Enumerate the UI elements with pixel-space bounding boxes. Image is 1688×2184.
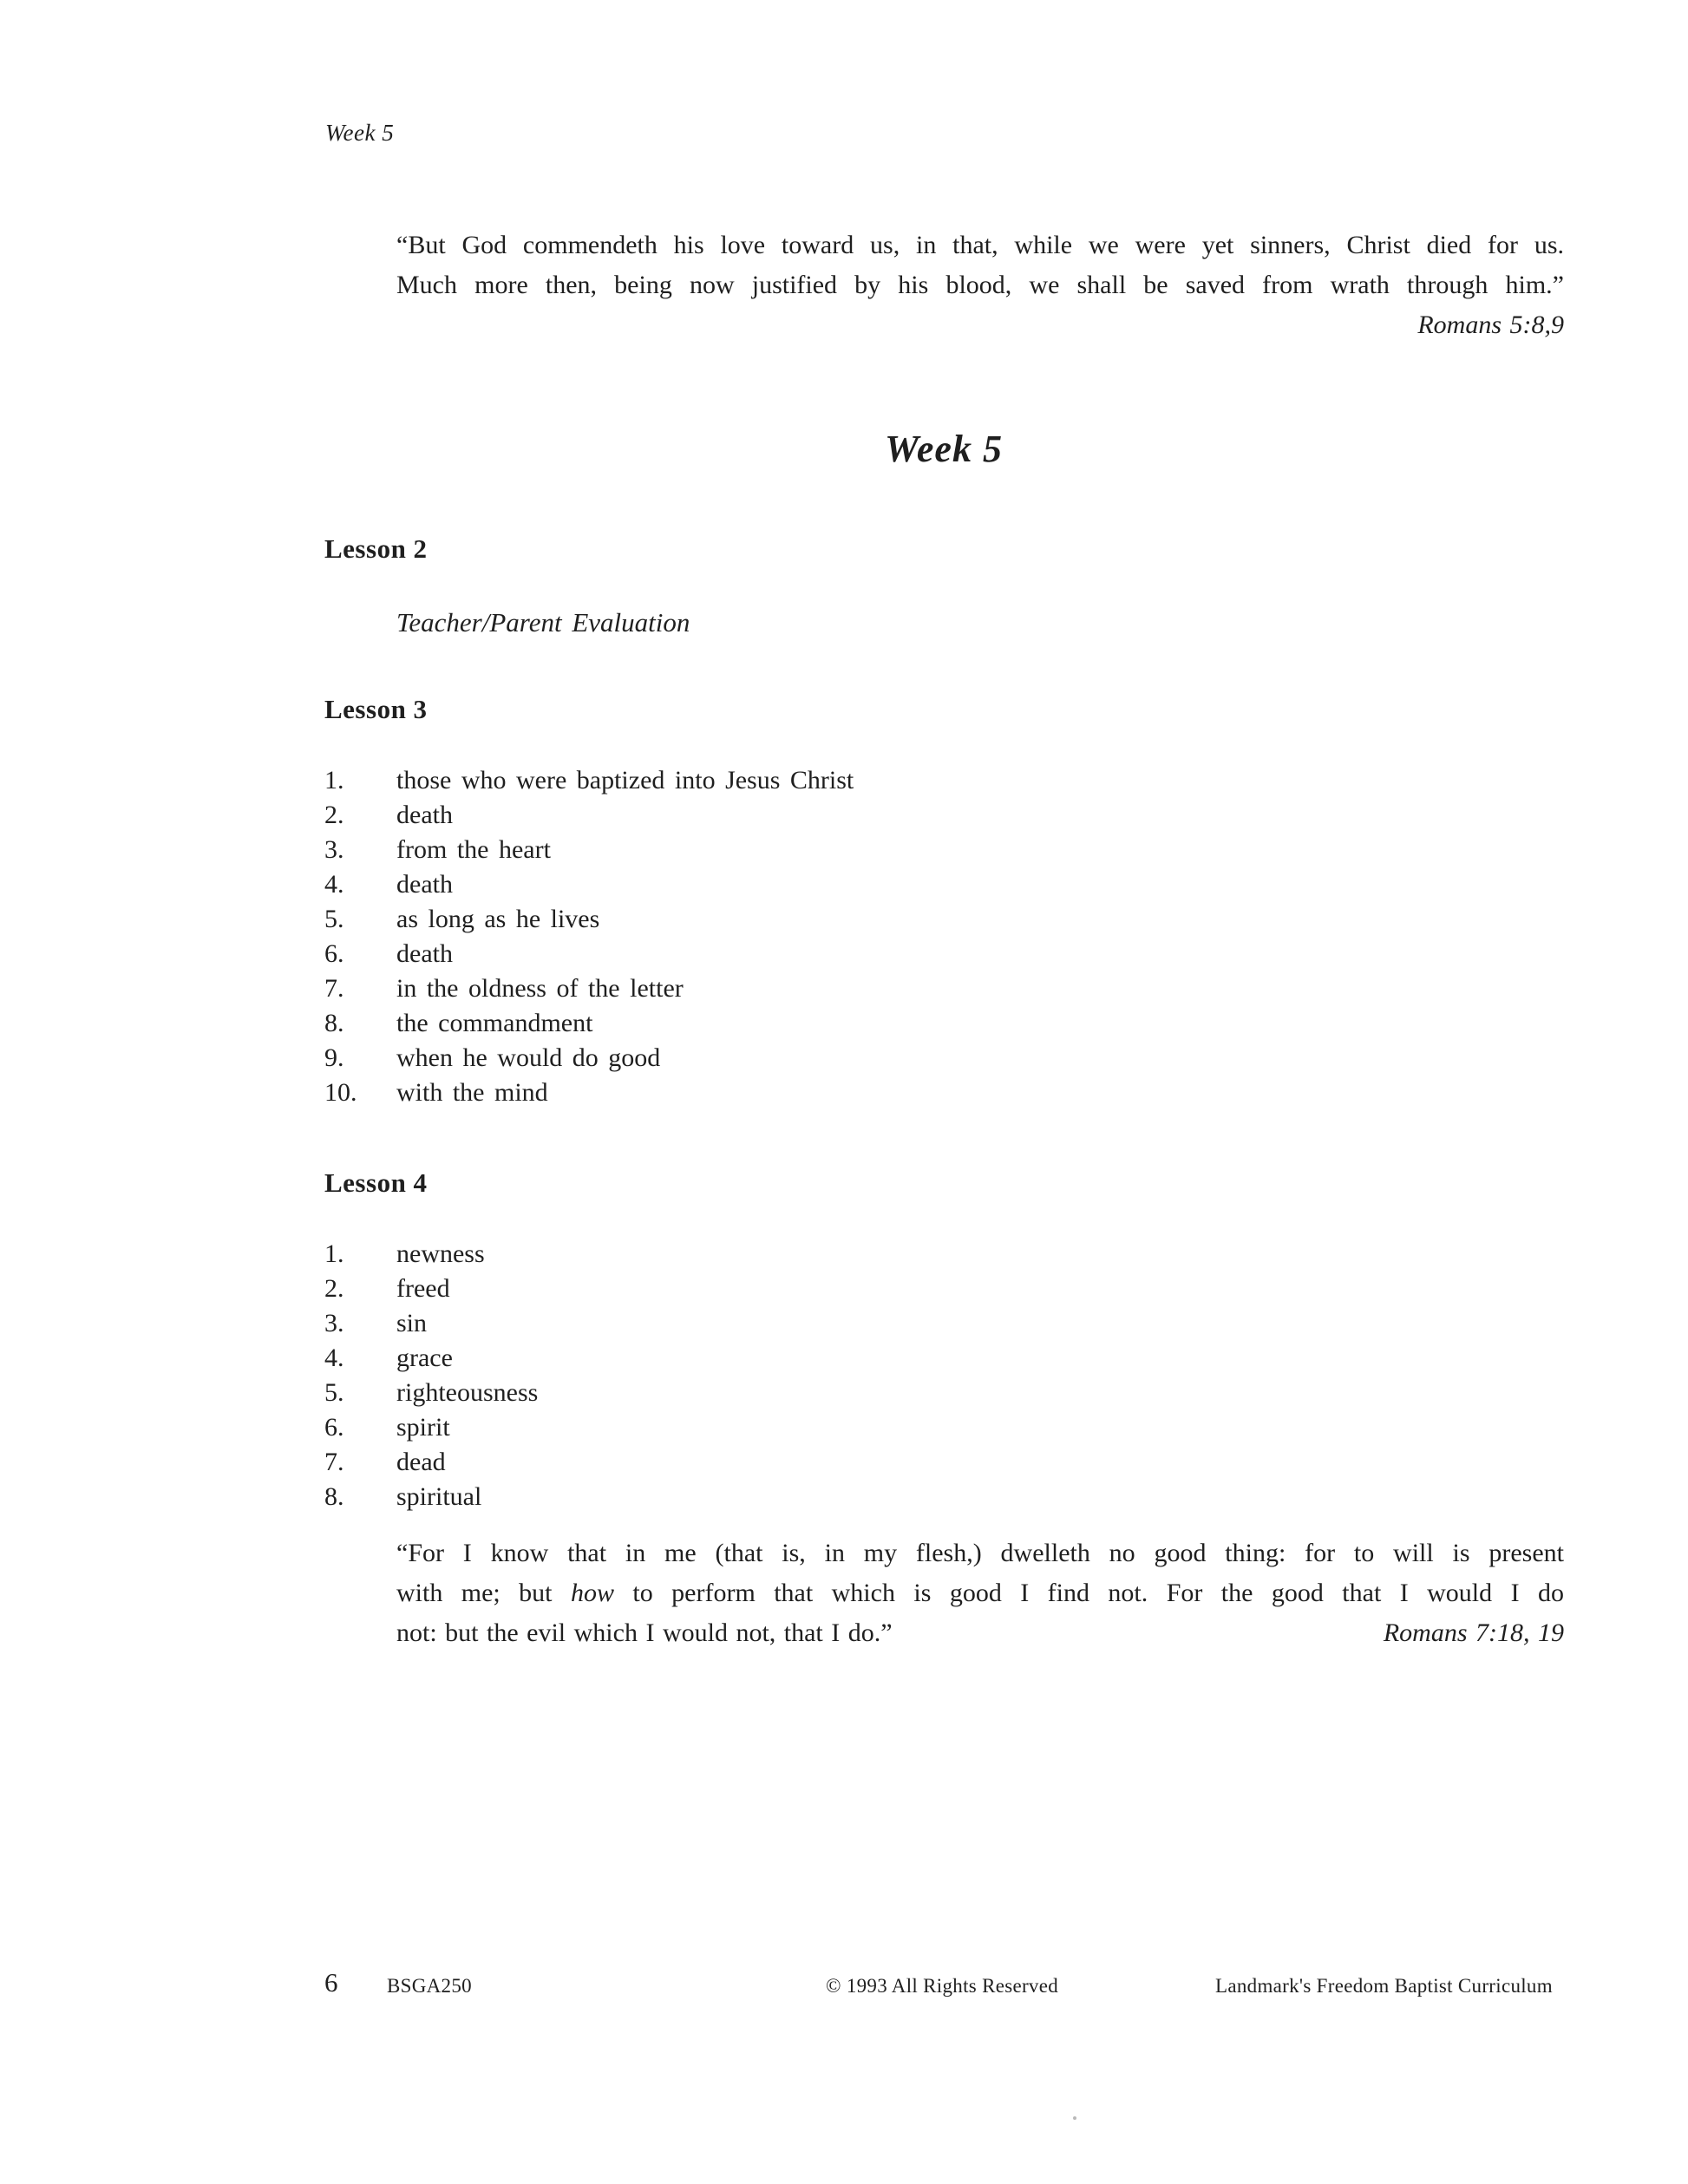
list-item-number: 1.: [324, 1239, 344, 1268]
list-item-number: 8.: [324, 1009, 344, 1037]
scripture-line-segment: not: but the evil which I would not, that I do.”: [396, 1618, 893, 1647]
list-item-number: 3.: [324, 835, 344, 864]
scan-artifact-dot: [1073, 2116, 1076, 2120]
list-item: [324, 1341, 1565, 1376]
page-title: Week 5: [885, 428, 1003, 470]
list-item-number: 7.: [324, 1448, 344, 1476]
list-item-number: 2.: [324, 801, 344, 829]
running-header: Week 5: [325, 120, 395, 146]
lesson-3-answer-list: [324, 763, 1565, 1110]
list-item-text: the commandment: [396, 1009, 593, 1037]
list-item-number: 10.: [324, 1078, 357, 1107]
scripture-quote-top: [396, 226, 1564, 345]
list-item-text: in the oldness of the letter: [396, 974, 684, 1003]
list-item: [324, 1237, 1565, 1272]
scripture-reference: Romans 5:8,9: [1417, 311, 1564, 339]
footer-publisher: Landmark's Freedom Baptist Curriculum: [1215, 1975, 1553, 1997]
lesson-3-heading: Lesson 3: [324, 694, 428, 724]
list-item: [324, 1376, 1565, 1410]
list-item: [324, 1041, 1565, 1076]
footer-course-code: BSGA250: [387, 1975, 472, 1997]
list-item-number: 5.: [324, 1378, 344, 1407]
list-item: [324, 1410, 1565, 1445]
list-item-text: those who were baptized into Jesus Christ: [396, 766, 854, 794]
list-item-number: 9.: [324, 1043, 344, 1072]
list-item: [324, 1006, 1565, 1041]
list-item-text: with the mind: [396, 1078, 548, 1107]
list-item-text: from the heart: [396, 835, 551, 864]
list-item: [324, 1306, 1565, 1341]
list-item: [324, 937, 1565, 971]
list-item: [324, 1272, 1565, 1306]
list-item-number: 6.: [324, 939, 344, 968]
list-item: [324, 833, 1565, 867]
scripture-quote-bottom: [396, 1533, 1564, 1653]
scripture-emphasis-word: how: [570, 1579, 614, 1607]
list-item-text: death: [396, 870, 453, 899]
list-item-number: 5.: [324, 905, 344, 933]
list-item: [324, 798, 1565, 833]
list-item-text: dead: [396, 1448, 446, 1476]
scripture-line: [396, 1613, 1564, 1653]
list-item-number: 7.: [324, 974, 344, 1003]
list-item: [324, 763, 1565, 798]
scripture-line-segment: with me; but: [396, 1579, 571, 1607]
list-item-number: 2.: [324, 1274, 344, 1303]
scripture-reference: Romans 7:18, 19: [1383, 1618, 1564, 1647]
list-item-text: as long as he lives: [396, 905, 600, 933]
lesson-2-evaluation-note: Teacher/Parent Evaluation: [396, 607, 690, 638]
list-item-text: newness: [396, 1239, 485, 1268]
list-item-text: freed: [396, 1274, 450, 1303]
footer-page-number: 6: [324, 1967, 338, 1998]
list-item-text: righteousness: [396, 1378, 539, 1407]
list-item: [324, 1480, 1565, 1514]
list-item: [324, 902, 1565, 937]
list-item-text: spirit: [396, 1413, 450, 1442]
lesson-4-heading: Lesson 4: [324, 1167, 428, 1198]
footer-copyright: © 1993 All Rights Reserved: [826, 1975, 1059, 1997]
list-item-text: death: [396, 801, 453, 829]
list-item: [324, 1076, 1565, 1110]
list-item: [324, 1445, 1565, 1480]
list-item-number: 4.: [324, 870, 344, 899]
scripture-line: “For I know that in me (that is, in my flesh,) dwelleth no good thing: for to will is present: [396, 1539, 1564, 1567]
list-item-number: 1.: [324, 766, 344, 794]
list-item-text: death: [396, 939, 453, 968]
list-item-number: 3.: [324, 1309, 344, 1337]
scripture-line-segment: to perform that which is good I find not. For the good that I would I do: [613, 1579, 1564, 1607]
list-item-text: spiritual: [396, 1482, 482, 1511]
scripture-line: “But God commendeth his love toward us, in that, while we were yet sinners, Christ died for us.: [396, 231, 1564, 259]
lesson-2-heading: Lesson 2: [324, 533, 428, 564]
list-item-number: 4.: [324, 1344, 344, 1372]
scripture-line: [396, 1573, 1564, 1613]
list-item-number: 8.: [324, 1482, 344, 1511]
lesson-4-answer-list: [324, 1237, 1565, 1514]
list-item-text: sin: [396, 1309, 428, 1337]
list-item-number: 6.: [324, 1413, 344, 1442]
list-item-text: grace: [396, 1344, 453, 1372]
list-item: [324, 971, 1565, 1006]
scripture-line: Much more then, being now justified by his blood, we shall be saved from wrath through him.”: [396, 271, 1564, 299]
list-item: [324, 867, 1565, 902]
list-item-text: when he would do good: [396, 1043, 661, 1072]
